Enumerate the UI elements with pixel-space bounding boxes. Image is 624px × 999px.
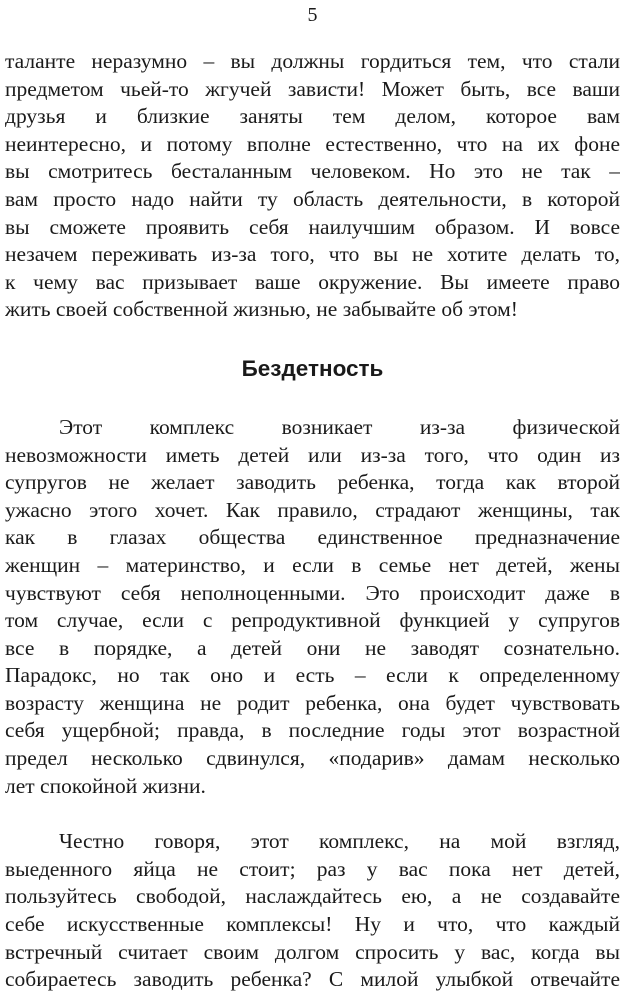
text-line: предел несколько сдвинулся, «подарив» дамам несколько (5, 746, 620, 771)
text-line: вы сможете проявить себя наилучшим образом. И вовсе (5, 214, 620, 239)
text-line: невозможности иметь детей или из-за того, что один из (5, 442, 620, 467)
text-line: женщин – материнство, и если в семье нет детей, жены (5, 552, 620, 577)
text-line: все в порядке, а детей они не заводят сознательно. (5, 635, 620, 660)
text-line: незачем переживать из-за того, что вы не хотите делать то, (5, 242, 620, 267)
text-line: ужасно этого хочет. Как правило, страдают женщины, так (5, 497, 620, 522)
text-line: Этот комплекс возникает из-за физической (59, 414, 620, 439)
text-line: пользуйтесь свободой, наслаждайтесь ею, а не создавайте (5, 884, 620, 909)
text-line: Честно говоря, этот комплекс, на мой взгляд, (59, 829, 620, 854)
text-line: вам просто надо найти ту область деятельности, в которой (5, 186, 620, 211)
paragraph-opinion (5, 828, 620, 994)
text-line: встречный считает своим долгом спросить у вас, когда вы (5, 939, 620, 964)
text-line: выеденного яйца не стоит; раз у вас пока нет детей, (5, 856, 620, 881)
text-line: как в глазах общества единственное предназначение (5, 525, 620, 550)
text-line: себя ущербной; правда, в последние годы этот возрастной (5, 718, 620, 743)
text-line: друзья и близкие заняты тем делом, которое вам (5, 104, 620, 129)
text-line: к чему вас призывает ваше окружение. Вы имеете право (5, 269, 620, 294)
text-line: себе искусственные комплексы! Ну и что, что каждый (5, 912, 620, 937)
text-line: вы смотритесь бесталанным человеком. Но это не так – (5, 159, 620, 184)
section-heading: Бездетность (241, 355, 384, 381)
text-line: возрасту женщина не родит ребенка, она будет чувствовать (5, 690, 620, 715)
text-line: собираетесь заводить ребенка? С милой улыбкой отвечайте (5, 967, 620, 992)
text-line: жить своей собственной жизнью, не забывайте об этом! (5, 297, 518, 322)
page-number: 5 (307, 4, 318, 26)
text-line: лет спокойной жизни. (5, 773, 206, 798)
text-line: таланте неразумно – вы должны гордиться тем, что стали (5, 49, 620, 73)
text-line: Парадокс, но так оно и есть – если к определенному (5, 663, 620, 688)
paragraph-childlessness (5, 414, 620, 800)
paragraph-continuation (5, 48, 620, 324)
text-line: супругов не желает заводить ребенка, тогда как второй (5, 470, 620, 495)
text-line: неинтересно, и потому вполне естественно, что на их фоне (5, 131, 620, 156)
text-line: том случае, если с репродуктивной функцией у супругов (5, 608, 620, 633)
paragraph-spacer (5, 800, 620, 828)
text-line: предметом чьей-то жгучей зависти! Может быть, все ваши (5, 76, 620, 101)
text-line: чувствуют себя неполноценными. Это происходит даже в (5, 580, 620, 605)
